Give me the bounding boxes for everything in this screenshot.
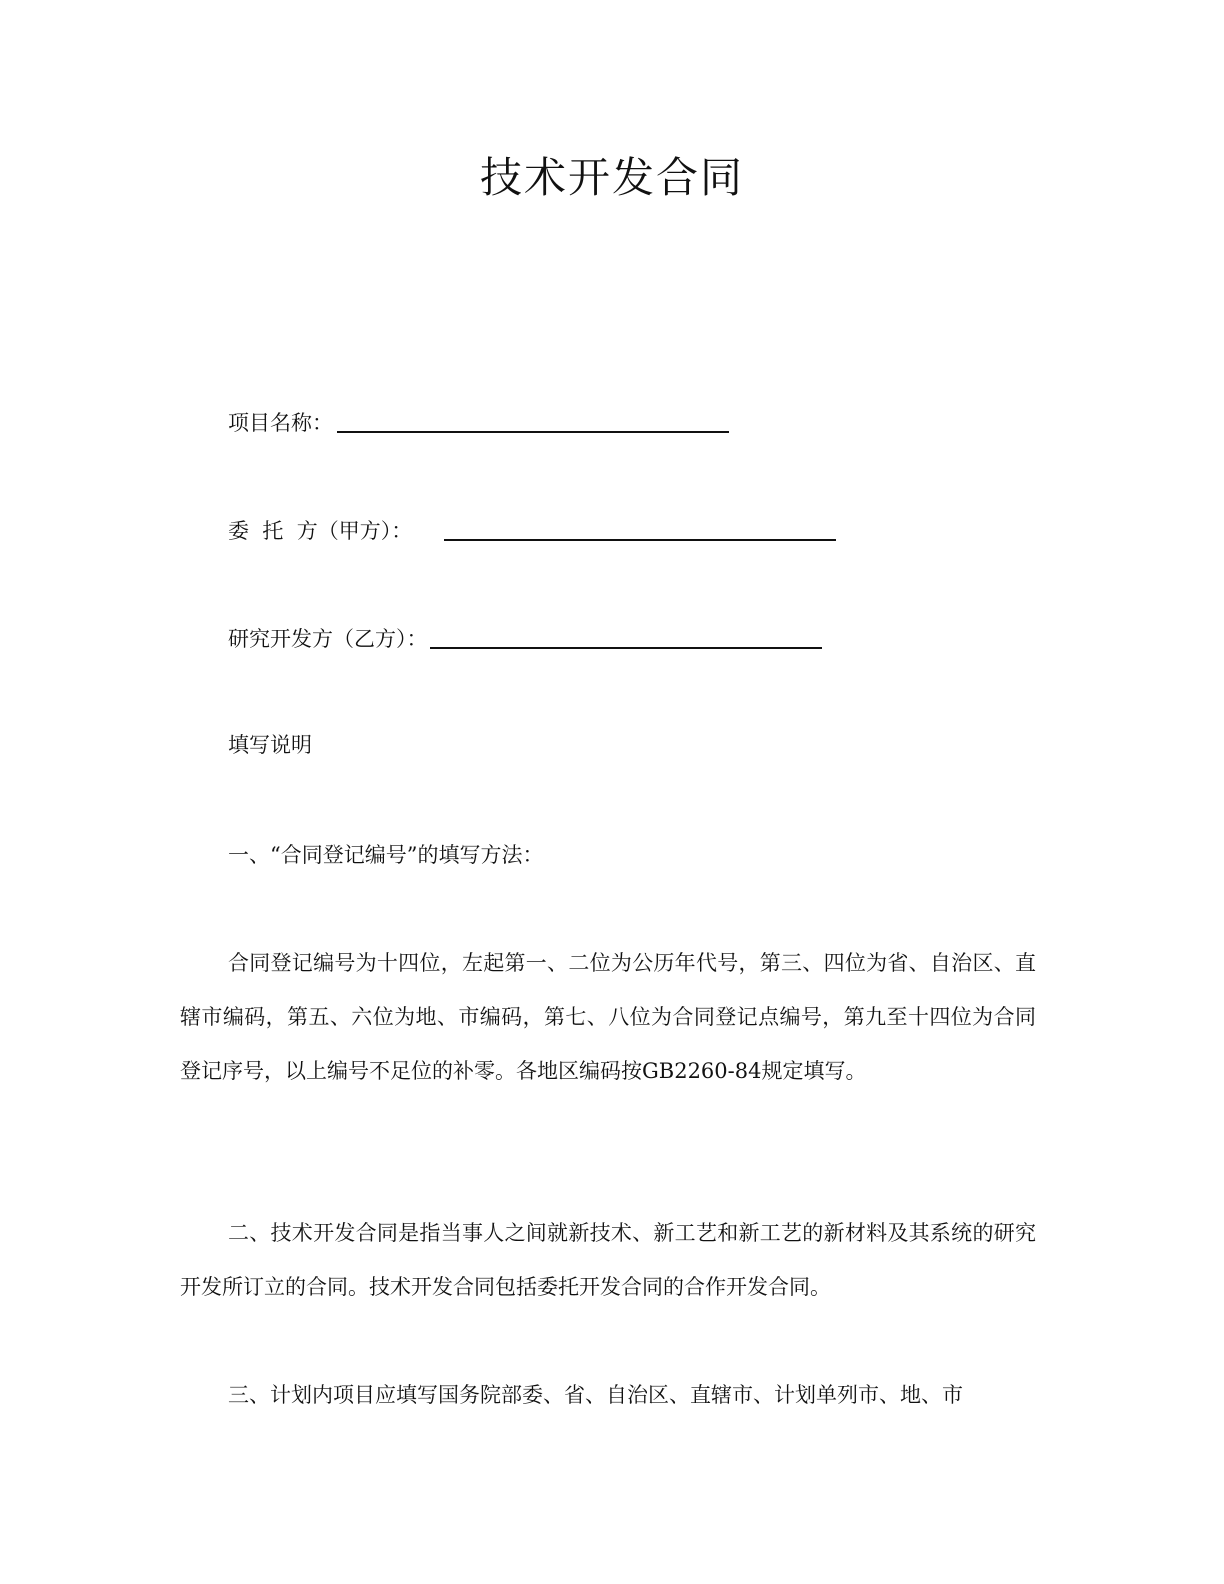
client-party-field xyxy=(228,515,836,545)
document-title: 技术开发合同 xyxy=(479,153,744,202)
developer-party-blank[interactable] xyxy=(430,647,822,649)
developer-party-label: 研究开发方（乙方）： xyxy=(228,627,428,651)
project-name-label: 项目名称： xyxy=(228,411,333,435)
developer-party-field xyxy=(228,623,822,653)
section1-body: 合同登记编号为十四位，左起第一、二位为公历年代号，第三、四位为省、自治区、直辖市编码，第五、六位为地、市编码，第七、八位为合同登记点编号，第九至十四位为合同登记序号，以上编号不足位的补零。各地区编码按GB2260-84规定填写。 xyxy=(180,951,1036,1083)
client-party-blank[interactable] xyxy=(444,539,836,541)
instructions-heading: 填写说明 xyxy=(228,733,312,757)
section1-heading: 一、“合同登记编号”的填写方法： xyxy=(228,843,544,867)
client-party-label: 委 托 方（甲方）： xyxy=(228,519,413,543)
project-name-field xyxy=(228,407,729,437)
section3-body: 三、计划内项目应填写国务院部委、省、自治区、直辖市、计划单列市、地、市 xyxy=(228,1383,963,1407)
project-name-blank[interactable] xyxy=(337,431,729,433)
section2-body: 二、技术开发合同是指当事人之间就新技术、新工艺和新工艺的新材料及其系统的研究开发所订立的合同。技术开发合同包括委托开发合同的合作开发合同。 xyxy=(180,1221,1036,1299)
